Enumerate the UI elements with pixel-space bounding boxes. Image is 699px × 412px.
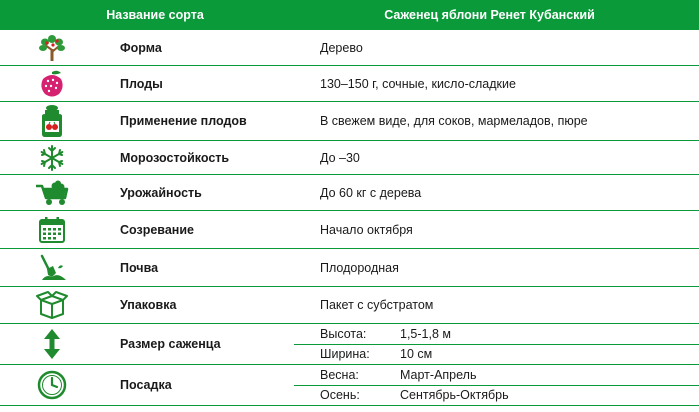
table-row — [0, 141, 699, 175]
row-value-group — [294, 365, 699, 405]
height-arrow-icon — [0, 328, 104, 360]
sub-value: 10 см — [400, 347, 433, 362]
row-value: Плодородная — [320, 260, 399, 275]
sub-value: 1,5-1,8 м — [400, 326, 451, 341]
row-label: Форма — [120, 40, 162, 55]
sub-key: Высота: — [320, 326, 367, 341]
header-col-name: Название сорта — [106, 8, 204, 22]
row-value: До 60 кг с дерева — [320, 185, 422, 200]
planting-spring — [294, 365, 699, 385]
row-label: Морозостойкость — [120, 150, 230, 165]
tree-icon — [0, 34, 104, 62]
row-label: Созревание — [120, 222, 194, 237]
size-height — [294, 324, 699, 344]
row-value: До –30 — [320, 150, 360, 165]
box-icon — [0, 290, 104, 320]
row-label: Размер саженца — [120, 337, 221, 351]
fruit-icon — [0, 69, 104, 99]
table-row — [0, 102, 699, 141]
table-row — [0, 249, 699, 287]
wheelbarrow-icon — [0, 180, 104, 206]
planting-autumn — [294, 385, 699, 406]
table-row — [0, 66, 699, 102]
row-value: Пакет с субстратом — [320, 298, 434, 312]
sub-key: Осень: — [320, 388, 360, 403]
header-col-variety: Саженец яблони Ренет Кубанский — [384, 8, 595, 22]
row-label: Применение плодов — [120, 114, 247, 128]
table-row — [0, 175, 699, 211]
table-row — [0, 30, 699, 66]
sub-key: Весна: — [320, 367, 359, 382]
sub-key: Ширина: — [320, 347, 370, 362]
row-label: Плоды — [120, 76, 163, 91]
row-value: Дерево — [320, 40, 363, 55]
size-width — [294, 344, 699, 365]
clock-icon — [0, 370, 104, 400]
sub-value: Сентябрь-Октябрь — [400, 388, 509, 403]
table-row — [0, 365, 699, 406]
table-row — [0, 324, 699, 365]
row-value: 130–150 г, сочные, кисло-сладкие — [320, 76, 516, 91]
row-value: В свежем виде, для соков, мармеладов, пюре — [320, 114, 588, 128]
row-label: Упаковка — [120, 298, 177, 312]
row-value: Начало октября — [320, 222, 413, 237]
row-label: Почва — [120, 260, 159, 275]
snowflake-icon — [0, 144, 104, 172]
row-label: Урожайность — [120, 185, 202, 200]
table-row — [0, 287, 699, 324]
calendar-icon — [0, 216, 104, 244]
shovel-icon — [0, 254, 104, 282]
row-label: Посадка — [120, 378, 172, 392]
sub-value: Март-Апрель — [400, 367, 477, 382]
jar-icon — [0, 104, 104, 138]
table-row — [0, 211, 699, 249]
row-value-group — [294, 324, 699, 364]
table-header — [0, 0, 699, 30]
